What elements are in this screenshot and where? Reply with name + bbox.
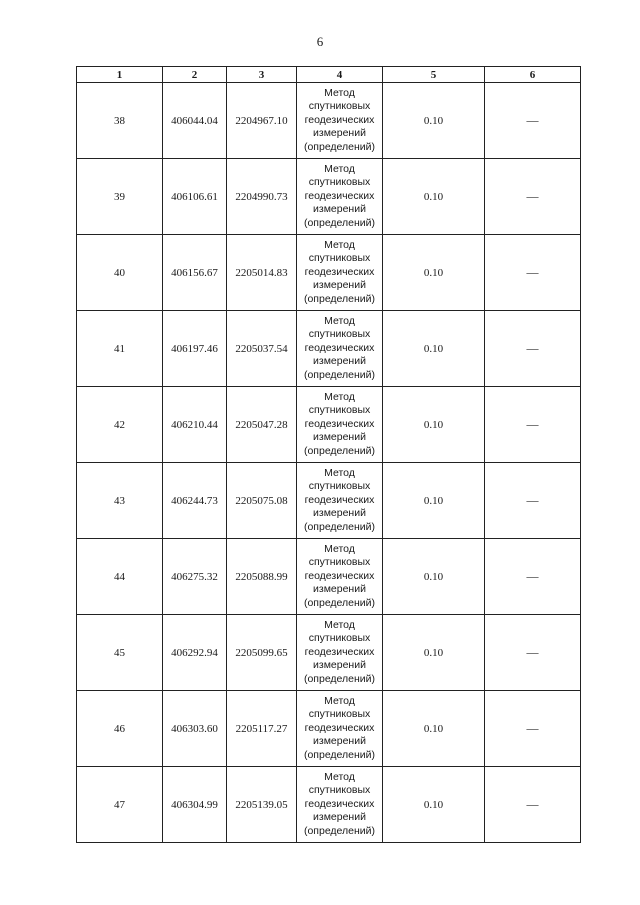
table-row — [77, 463, 581, 539]
method-line: (определений) — [303, 444, 376, 457]
note-cell: — — [485, 83, 581, 159]
table-row — [77, 539, 581, 615]
header-row — [77, 67, 581, 83]
accuracy-cell: 0.10 — [383, 159, 485, 235]
accuracy-cell: 0.10 — [383, 387, 485, 463]
note-cell: — — [485, 159, 581, 235]
table-row — [77, 615, 581, 691]
method-line: измерений — [313, 203, 366, 216]
method-line: (определений) — [303, 292, 376, 305]
method-cell — [297, 83, 383, 159]
accuracy-cell: 0.10 — [383, 539, 485, 615]
point-number-cell: 40 — [77, 235, 163, 311]
point-number-cell: 43 — [77, 463, 163, 539]
method-line: измерений — [313, 507, 366, 520]
method-line: (определений) — [303, 824, 376, 837]
method-cell — [297, 311, 383, 387]
accuracy-cell: 0.10 — [383, 767, 485, 843]
header-col-2: 2 — [163, 67, 227, 83]
method-line: геодезических — [304, 645, 375, 658]
method-line: Метод — [324, 770, 355, 783]
accuracy-cell: 0.10 — [383, 691, 485, 767]
method-line: спутниковых — [308, 404, 371, 417]
x-coordinate-cell: 406304.99 — [163, 767, 227, 843]
y-coordinate-cell: 2204990.73 — [227, 159, 297, 235]
header-col-5: 5 — [383, 67, 485, 83]
table-body — [77, 83, 581, 843]
method-cell — [297, 615, 383, 691]
method-cell — [297, 767, 383, 843]
note-cell: — — [485, 311, 581, 387]
method-line: Метод — [324, 162, 355, 175]
accuracy-cell: 0.10 — [383, 311, 485, 387]
method-line: спутниковых — [308, 708, 371, 721]
method-line: измерений — [313, 127, 366, 140]
method-line: Метод — [324, 618, 355, 631]
note-cell: — — [485, 235, 581, 311]
method-line: измерений — [313, 583, 366, 596]
point-number-cell: 46 — [77, 691, 163, 767]
table-row — [77, 691, 581, 767]
table-row — [77, 83, 581, 159]
method-line: Метод — [324, 238, 355, 251]
accuracy-cell: 0.10 — [383, 615, 485, 691]
method-cell — [297, 463, 383, 539]
point-number-cell: 44 — [77, 539, 163, 615]
method-line: спутниковых — [308, 480, 371, 493]
table-row — [77, 311, 581, 387]
method-cell — [297, 235, 383, 311]
method-cell — [297, 159, 383, 235]
header-col-6: 6 — [485, 67, 581, 83]
point-number-cell: 45 — [77, 615, 163, 691]
method-line: геодезических — [304, 569, 375, 582]
method-cell — [297, 539, 383, 615]
y-coordinate-cell: 2205139.05 — [227, 767, 297, 843]
y-coordinate-cell: 2205099.65 — [227, 615, 297, 691]
note-cell: — — [485, 463, 581, 539]
note-cell: — — [485, 691, 581, 767]
y-coordinate-cell: 2205014.83 — [227, 235, 297, 311]
x-coordinate-cell: 406292.94 — [163, 615, 227, 691]
method-line: Метод — [324, 86, 355, 99]
method-line: геодезических — [304, 797, 375, 810]
method-line: геодезических — [304, 189, 375, 202]
note-cell: — — [485, 539, 581, 615]
accuracy-cell: 0.10 — [383, 83, 485, 159]
point-number-cell: 42 — [77, 387, 163, 463]
table-row — [77, 235, 581, 311]
method-line: (определений) — [303, 672, 376, 685]
point-number-cell: 38 — [77, 83, 163, 159]
method-line: спутниковых — [308, 556, 371, 569]
x-coordinate-cell: 406044.04 — [163, 83, 227, 159]
method-line: (определений) — [303, 368, 376, 381]
x-coordinate-cell: 406275.32 — [163, 539, 227, 615]
coordinates-table — [76, 66, 581, 843]
method-cell — [297, 387, 383, 463]
point-number-cell: 41 — [77, 311, 163, 387]
method-line: спутниковых — [308, 176, 371, 189]
table-row — [77, 767, 581, 843]
method-line: измерений — [313, 431, 366, 444]
method-line: геодезических — [304, 721, 375, 734]
method-line: геодезических — [304, 493, 375, 506]
table-row — [77, 159, 581, 235]
point-number-cell: 47 — [77, 767, 163, 843]
method-line: (определений) — [303, 140, 376, 153]
y-coordinate-cell: 2205075.08 — [227, 463, 297, 539]
method-line: геодезических — [304, 265, 375, 278]
method-line: спутниковых — [308, 100, 371, 113]
method-line: измерений — [313, 279, 366, 292]
y-coordinate-cell: 2205047.28 — [227, 387, 297, 463]
method-line: измерений — [313, 811, 366, 824]
method-line: геодезических — [304, 417, 375, 430]
x-coordinate-cell: 406210.44 — [163, 387, 227, 463]
method-line: Метод — [324, 694, 355, 707]
x-coordinate-cell: 406244.73 — [163, 463, 227, 539]
accuracy-cell: 0.10 — [383, 463, 485, 539]
method-line: спутниковых — [308, 784, 371, 797]
y-coordinate-cell: 2205117.27 — [227, 691, 297, 767]
method-line: Метод — [324, 314, 355, 327]
method-line: измерений — [313, 355, 366, 368]
header-col-1: 1 — [77, 67, 163, 83]
method-line: спутниковых — [308, 328, 371, 341]
method-line: измерений — [313, 735, 366, 748]
y-coordinate-cell: 2205088.99 — [227, 539, 297, 615]
note-cell: — — [485, 387, 581, 463]
header-col-3: 3 — [227, 67, 297, 83]
method-line: Метод — [324, 390, 355, 403]
method-line: Метод — [324, 466, 355, 479]
method-line: (определений) — [303, 520, 376, 533]
y-coordinate-cell: 2204967.10 — [227, 83, 297, 159]
method-line: Метод — [324, 542, 355, 555]
method-line: спутниковых — [308, 252, 371, 265]
method-cell — [297, 691, 383, 767]
accuracy-cell: 0.10 — [383, 235, 485, 311]
y-coordinate-cell: 2205037.54 — [227, 311, 297, 387]
table-row — [77, 387, 581, 463]
x-coordinate-cell: 406303.60 — [163, 691, 227, 767]
table-header — [77, 67, 581, 83]
page-number: 6 — [316, 34, 324, 49]
method-line: (определений) — [303, 748, 376, 761]
note-cell: — — [485, 767, 581, 843]
method-line: геодезических — [304, 113, 375, 126]
x-coordinate-cell: 406106.61 — [163, 159, 227, 235]
x-coordinate-cell: 406156.67 — [163, 235, 227, 311]
method-line: (определений) — [303, 216, 376, 229]
note-cell: — — [485, 615, 581, 691]
header-col-4: 4 — [297, 67, 383, 83]
point-number-cell: 39 — [77, 159, 163, 235]
x-coordinate-cell: 406197.46 — [163, 311, 227, 387]
method-line: геодезических — [304, 341, 375, 354]
method-line: измерений — [313, 659, 366, 672]
method-line: спутниковых — [308, 632, 371, 645]
method-line: (определений) — [303, 596, 376, 609]
